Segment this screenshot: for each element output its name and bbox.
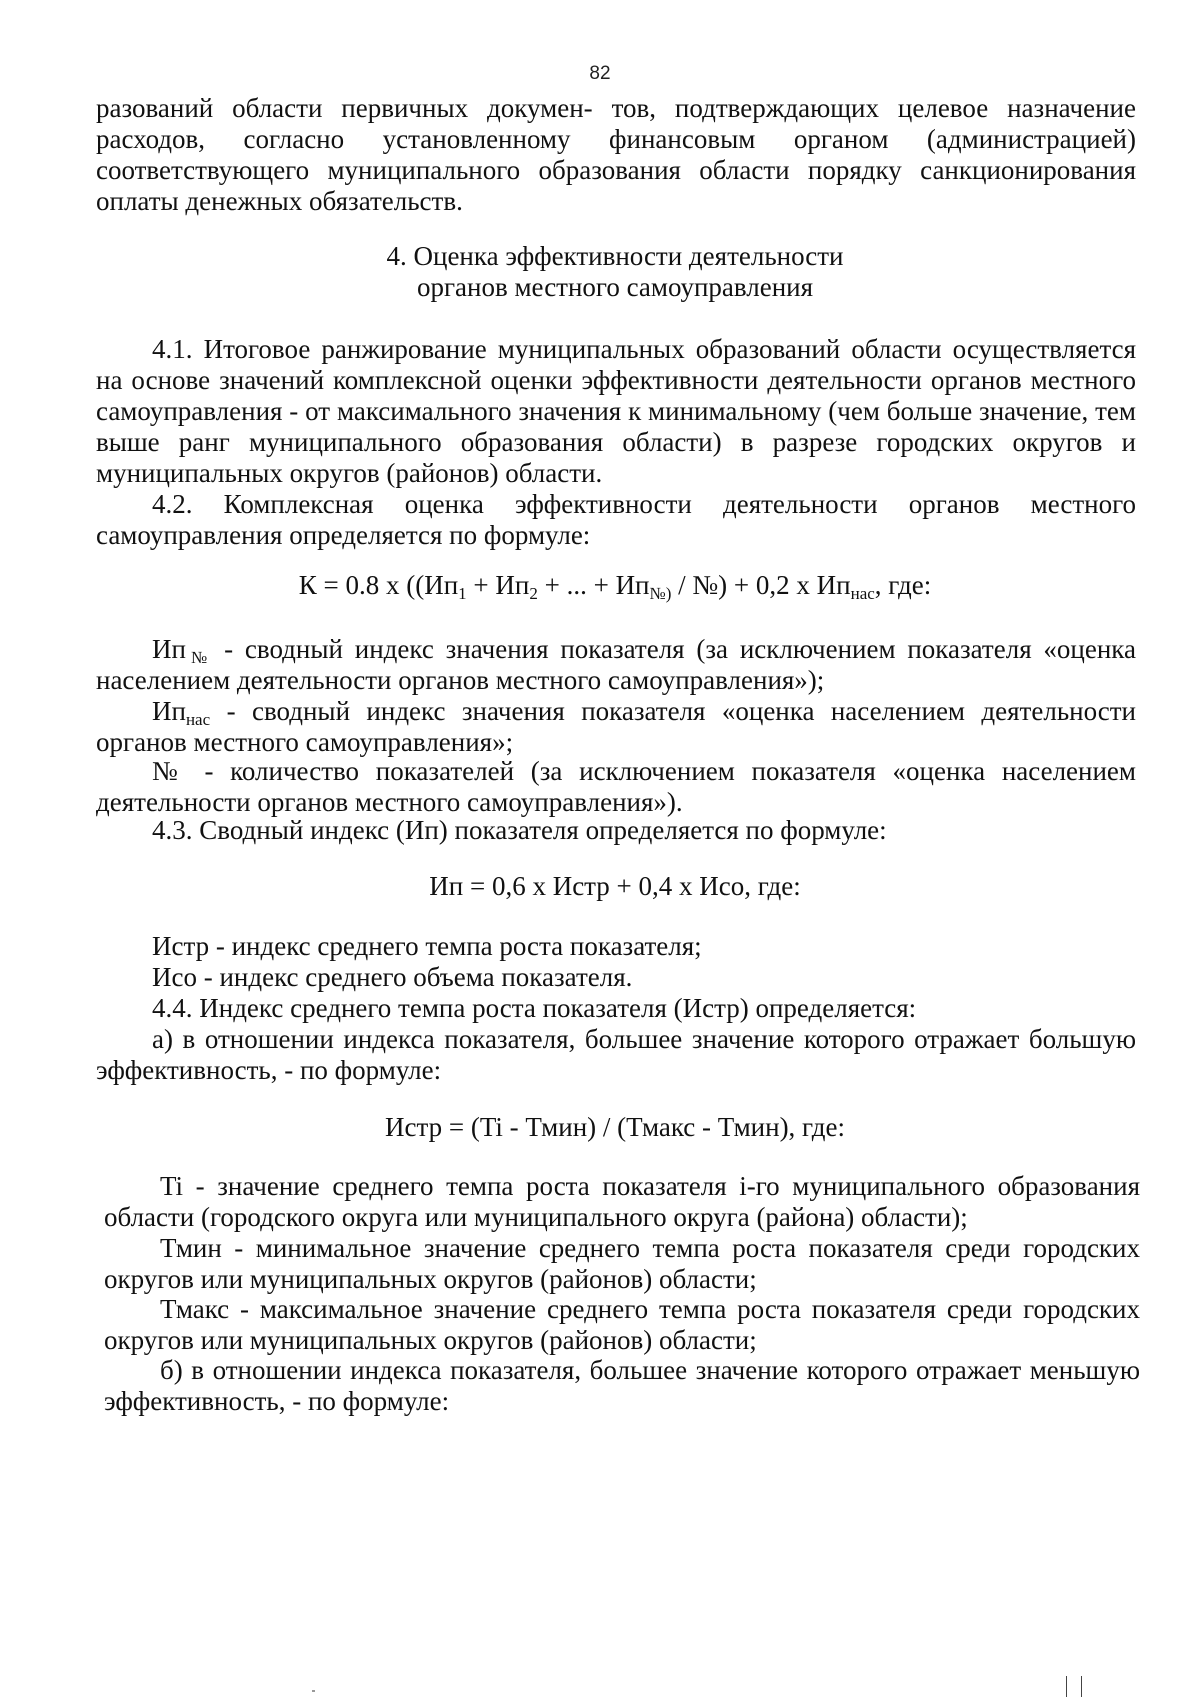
definition-ip-nas: $Ип_{нас}$ - сводный индекс значения показателя «оценка населением деятельности органов местного самоуправления»; [96,696,1136,757]
paragraph-b: б) в отношении индекса показателя, большее значение которого отражает меньшую эффективность, - по формуле: [104,1355,1140,1416]
scan-edge-mark [1066,1676,1082,1697]
definition-tmin: Тмин - минимальное значение среднего темпа роста показателя среди городских округов или муниципальных округов (районов) области; [104,1233,1140,1294]
paragraph-4-4: 4.4. Индекс среднего темпа роста показателя (Истр) определяется: [152,993,917,1023]
paragraph-4-2: 4.2. Комплексная оценка эффективности деятельности органов местного самоуправления определяется по формуле: [96,489,1136,550]
section-title [0,241,1200,303]
formula-complex-score: К = 0.8 x (($Ип_1 + Ип_2$ + ... + $Ип_{№)}$ / №) + 0,2 x $Ип_{нас}$, где: [298,570,932,603]
paragraph-4-3: 4.3. Сводный индекс (Ип) показателя определяется по формуле: [152,815,887,845]
formula-summary-index: Ип = 0,6 x Истр + 0,4 x Исо, где: [429,871,801,901]
definition-iso: Исо - индекс среднего объема показателя. [152,962,633,992]
formula-istr: Истр = (Ti - Тмин) / (Тмакс - Тмин), где: [384,1112,846,1142]
definition-tmax: Тмакс - максимальное значение среднего темпа роста показателя среди городских округов или муниципальных округов (районов) области; [104,1294,1140,1355]
scan-speck [312,1690,315,1692]
definition-ti: Ti - значение среднего темпа роста показателя i-го муниципального образования области (городского округа или муниципального округа (района) области); [104,1171,1140,1232]
paragraph-a: а) в отношении индекса показателя, большее значение которого отражает большую эффективность, - по формуле: [96,1024,1136,1085]
section-title-line2: органов местного самоуправления [416,272,814,302]
section-title-line1: 4. Оценка эффективности деятельности [386,241,844,271]
paragraph-4-1: 4.1. Итоговое ранжирование муниципальных образований области осуществляется на основе значений комплексной оценки эффективности деятельности органов местного самоуправления - от максимального значения к минимальному (чем больше значение, тем выше ранг муниципального образования области) в разрезе городских округов и муниципальных округов (районов) области. [96,334,1136,488]
intro-paragraph: разований области первичных докумен- тов, подтверждающих целевое назначение расходов, согласно установленному финансовым органом (администрацией) соответствующего муниципального образования области порядку санкционирования оплаты денежных обязательств. [96,93,1136,216]
definition-istr: Истр - индекс среднего темпа роста показателя; [152,931,702,961]
definition-n: № - количество показателей (за исключением показателя «оценка населением деятельности органов местного самоуправления»). [96,756,1136,817]
page-number: 82 [589,63,611,84]
definition-ip-n: $Ип_№$ - сводный индекс значения показателя (за исключением показателя «оценка населением деятельности органов местного самоуправления»); [96,634,1136,695]
